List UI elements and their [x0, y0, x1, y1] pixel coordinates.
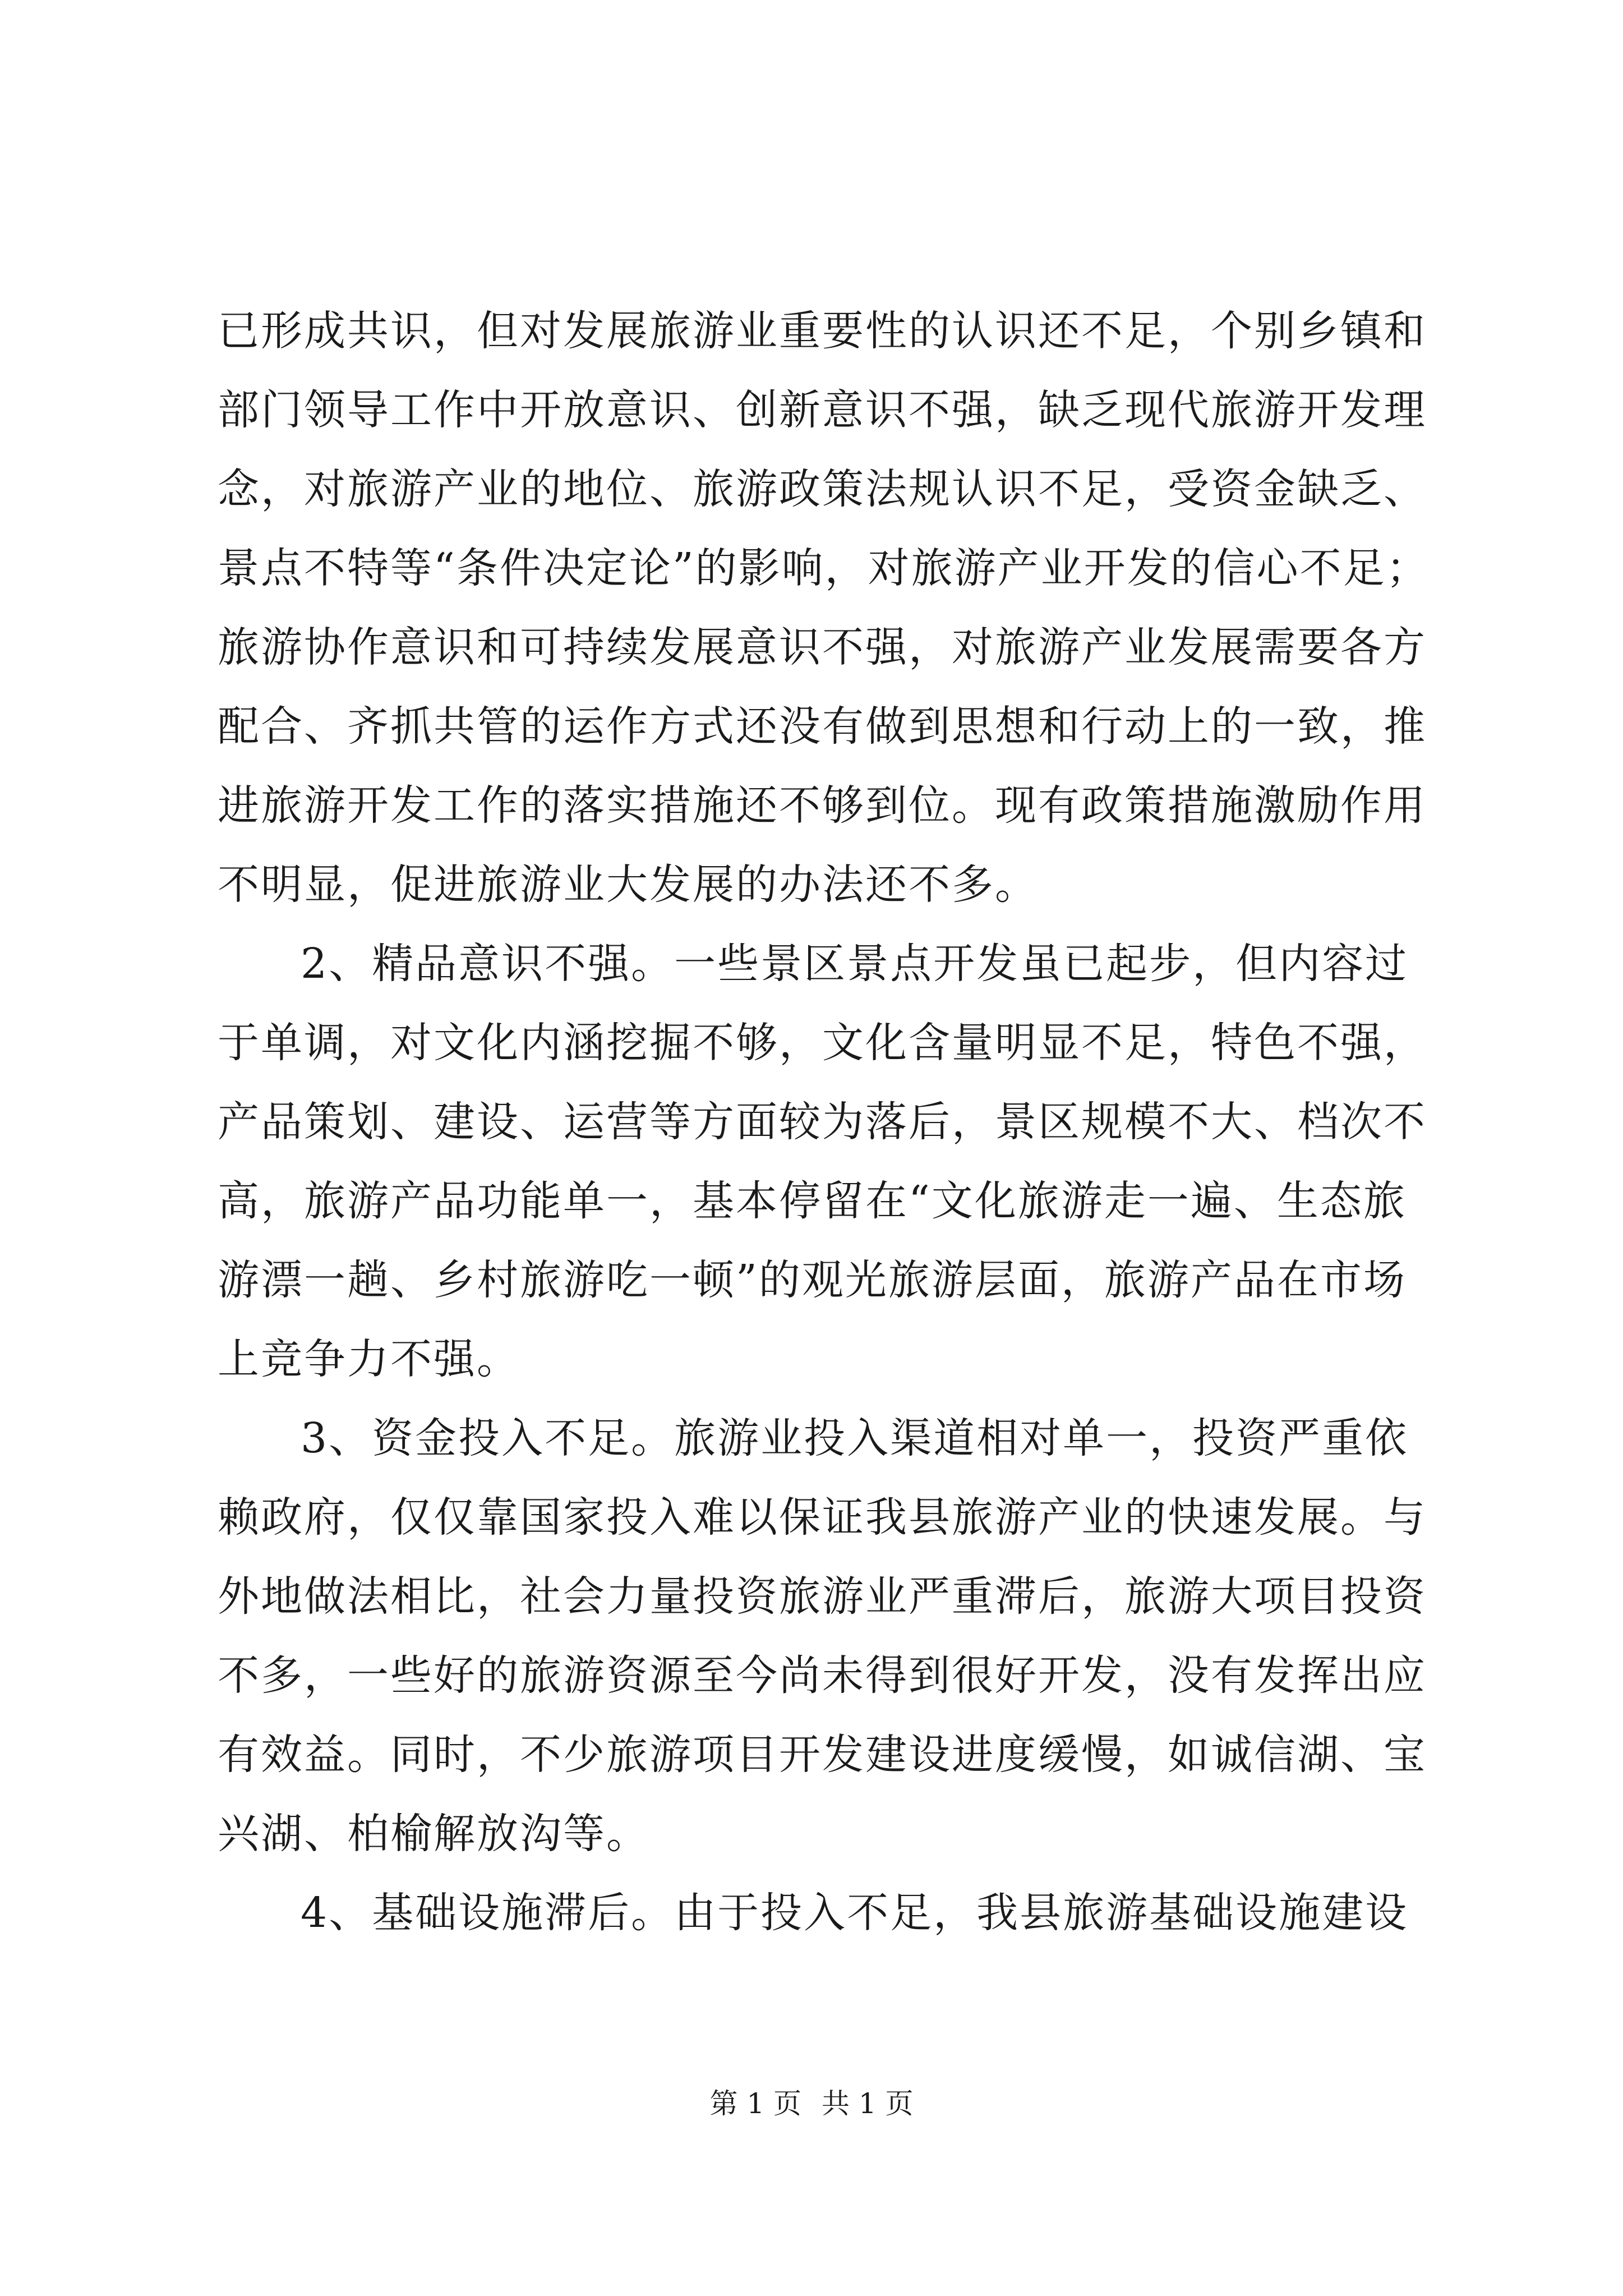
text-line: 有效益。同时，不少旅游项目开发建设进度缓慢，如诚信湖、宝	[218, 1731, 1427, 1779]
paragraph-start-line: 3、资金投入不足。旅游业投入渠道相对单一，投资严重依	[301, 1414, 1409, 1462]
page-number: 第 1 页	[709, 2087, 802, 2120]
text-line: 产品策划、建设、运营等方面较为落后，景区规模不大、档次不	[218, 1098, 1427, 1146]
text-line: 游漂一趟、乡村旅游吃一顿”的观光旅游层面，旅游产品在市场	[218, 1256, 1407, 1304]
paragraph-start-line: 2、精品意识不强。一些景区景点开发虽已起步，但内容过	[301, 940, 1409, 988]
text-line: 兴湖、柏榆解放沟等。	[218, 1810, 649, 1858]
page-footer	[0, 2087, 1623, 2120]
text-line: 配合、齐抓共管的运作方式还没有做到思想和行动上的一致，推	[218, 702, 1427, 751]
page-total: 共 1 页	[821, 2087, 914, 2120]
text-line: 不明显，促进旅游业大发展的办法还不多。	[218, 861, 1038, 909]
text-line: 景点不特等“条件决定论”的影响，对旅游产业开发的信心不足；	[218, 544, 1430, 592]
text-line: 赖政府，仅仅靠国家投入难以保证我县旅游产业的快速发展。与	[218, 1493, 1427, 1542]
text-line: 于单调，对文化内涵挖掘不够，文化含量明显不足，特色不强，	[218, 1019, 1427, 1067]
text-line: 外地做法相比，社会力量投资旅游业严重滞后，旅游大项目投资	[218, 1572, 1427, 1621]
text-line: 上竞争力不强。	[218, 1335, 520, 1383]
document-body	[218, 292, 1430, 1953]
text-line: 高，旅游产品功能单一，基本停留在“文化旅游走一遍、生态旅	[218, 1177, 1407, 1225]
text-line: 部门领导工作中开放意识、创新意识不强，缺乏现代旅游开发理	[218, 386, 1427, 434]
text-line: 已形成共识，但对发展旅游业重要性的认识还不足，个别乡镇和	[218, 307, 1427, 355]
text-line: 不多，一些好的旅游资源至今尚未得到很好开发，没有发挥出应	[218, 1651, 1427, 1700]
text-line: 念，对旅游产业的地位、旅游政策法规认识不足，受资金缺乏、	[218, 465, 1427, 513]
paragraph-start-line: 4、基础设施滞后。由于投入不足，我县旅游基础设施建设	[301, 1889, 1409, 1937]
text-line: 旅游协作意识和可持续发展意识不强，对旅游产业发展需要各方	[218, 623, 1427, 671]
text-line: 进旅游开发工作的落实措施还不够到位。现有政策措施激励作用	[218, 781, 1427, 830]
